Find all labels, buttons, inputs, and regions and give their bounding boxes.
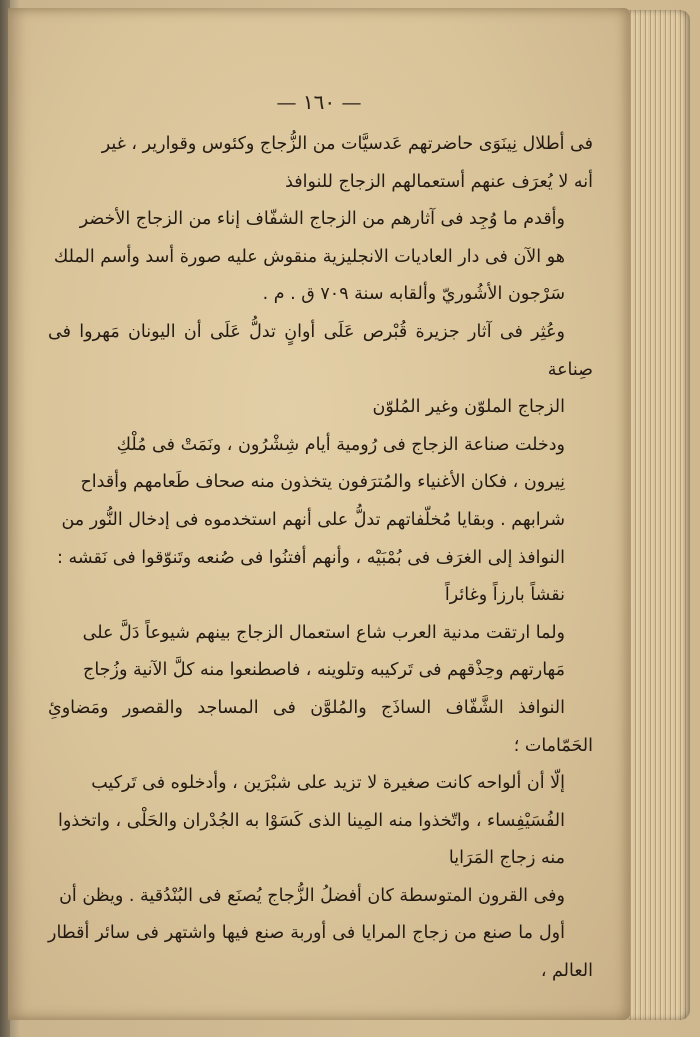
text-line: مَهارتهم وحِذْقهم فى تَركيبه وتلوينه ، فاصطنعوا منه كلَّ الآنية وزُجاج xyxy=(83,660,565,681)
text-line: إلّا أن ألواحه كانت صغيرة لا تزيد على شبْرَين ، وأدخلوه فى تَركيب xyxy=(91,773,565,794)
body-text xyxy=(48,126,593,991)
text-line: وفى القرون المتوسطة كان أفضلُ الزُّجاج يُصنَع فى البُنْدُقية . ويظن أن xyxy=(59,885,565,906)
paragraph xyxy=(48,427,593,615)
paragraph xyxy=(48,126,593,201)
text-line: الزجاج الملوّن وغير المُلوّن xyxy=(372,397,565,418)
book-page xyxy=(8,8,630,1020)
text-line: النوافذ الشَّفّاف الساذَج والمُلوَّن فى المساجد والقصور ومَضاوئِ الحَمّامات ؛ xyxy=(48,697,593,756)
page-number: — ١٦٠ — xyxy=(276,90,362,114)
text-line: نِيرون ، فكان الأغنياء والمُترَفون يتخذون منه صحاف طَعامهم وأقداح xyxy=(80,472,565,493)
paragraph xyxy=(48,615,593,878)
text-line: وأقدم ما وُجِد فى آثارهم من الزجاج الشفّاف إناء من الزجاج الأخضر xyxy=(79,209,565,230)
text-line: سَرْجون الأشُوريّ وألقابه سنة ٧٠٩ ق . م . xyxy=(262,284,565,305)
text-line: منه زجاج المَرَايا xyxy=(448,848,565,869)
text-line: ولما ارتقت مدنية العرب شاع استعمال الزجاج بينهم شيوعاً دَلَّ على xyxy=(82,622,565,643)
text-line: هو الآن فى دار العاديات الانجليزية منقوش عليه صورة أسد وأسم الملك xyxy=(53,246,565,267)
paragraph xyxy=(48,314,593,427)
text-line: أنه لا يُعرَف عنهم أستعمالهم الزجاج للنوافذ xyxy=(285,171,593,192)
text-line: نقشاً بارزاً وغائراً xyxy=(444,585,565,606)
page-edges xyxy=(628,10,690,1020)
paragraph xyxy=(48,878,593,991)
text-line: الفُسَيْفِساء ، واتّخذوا منه المِينا الذى كَسَوْا به الجُدْران والحَلْى ، واتخذوا xyxy=(58,810,565,831)
text-line: أول ما صنع من زجاج المرايا فى أوربة صنع فيها واشتهر فى سائر أقطار العالم ، xyxy=(48,923,593,982)
text-line: النوافذ إلى الغرَف فى بُمْبَيْه ، وأنهم أفتنُوا فى صُنعه وتَنوّقوا فى نَقشه : xyxy=(57,547,565,568)
text-line: ودخلت صناعة الزجاج فى رُومية أيام شِشْرُون ، ونَمَتْ فى مُلْكِ xyxy=(116,434,565,455)
text-line: وعُثِر فى آثار جزيرة قُبْرص عَلَى أوانٍ تدلُّ عَلَى أن اليونان مَهروا فى صِناعة xyxy=(48,321,593,380)
text-line: شرابهم . وبقايا مُخلّفاتهم تدلُّ على أنهم استخدموه فى إدخال النُّور من xyxy=(61,509,565,530)
paragraph xyxy=(48,201,593,314)
text-line: فى أطلال نِينَوَى حاضرتهم عَدسيَّات من الزُّجاج وكئوس وقوارير ، غير xyxy=(101,134,593,154)
